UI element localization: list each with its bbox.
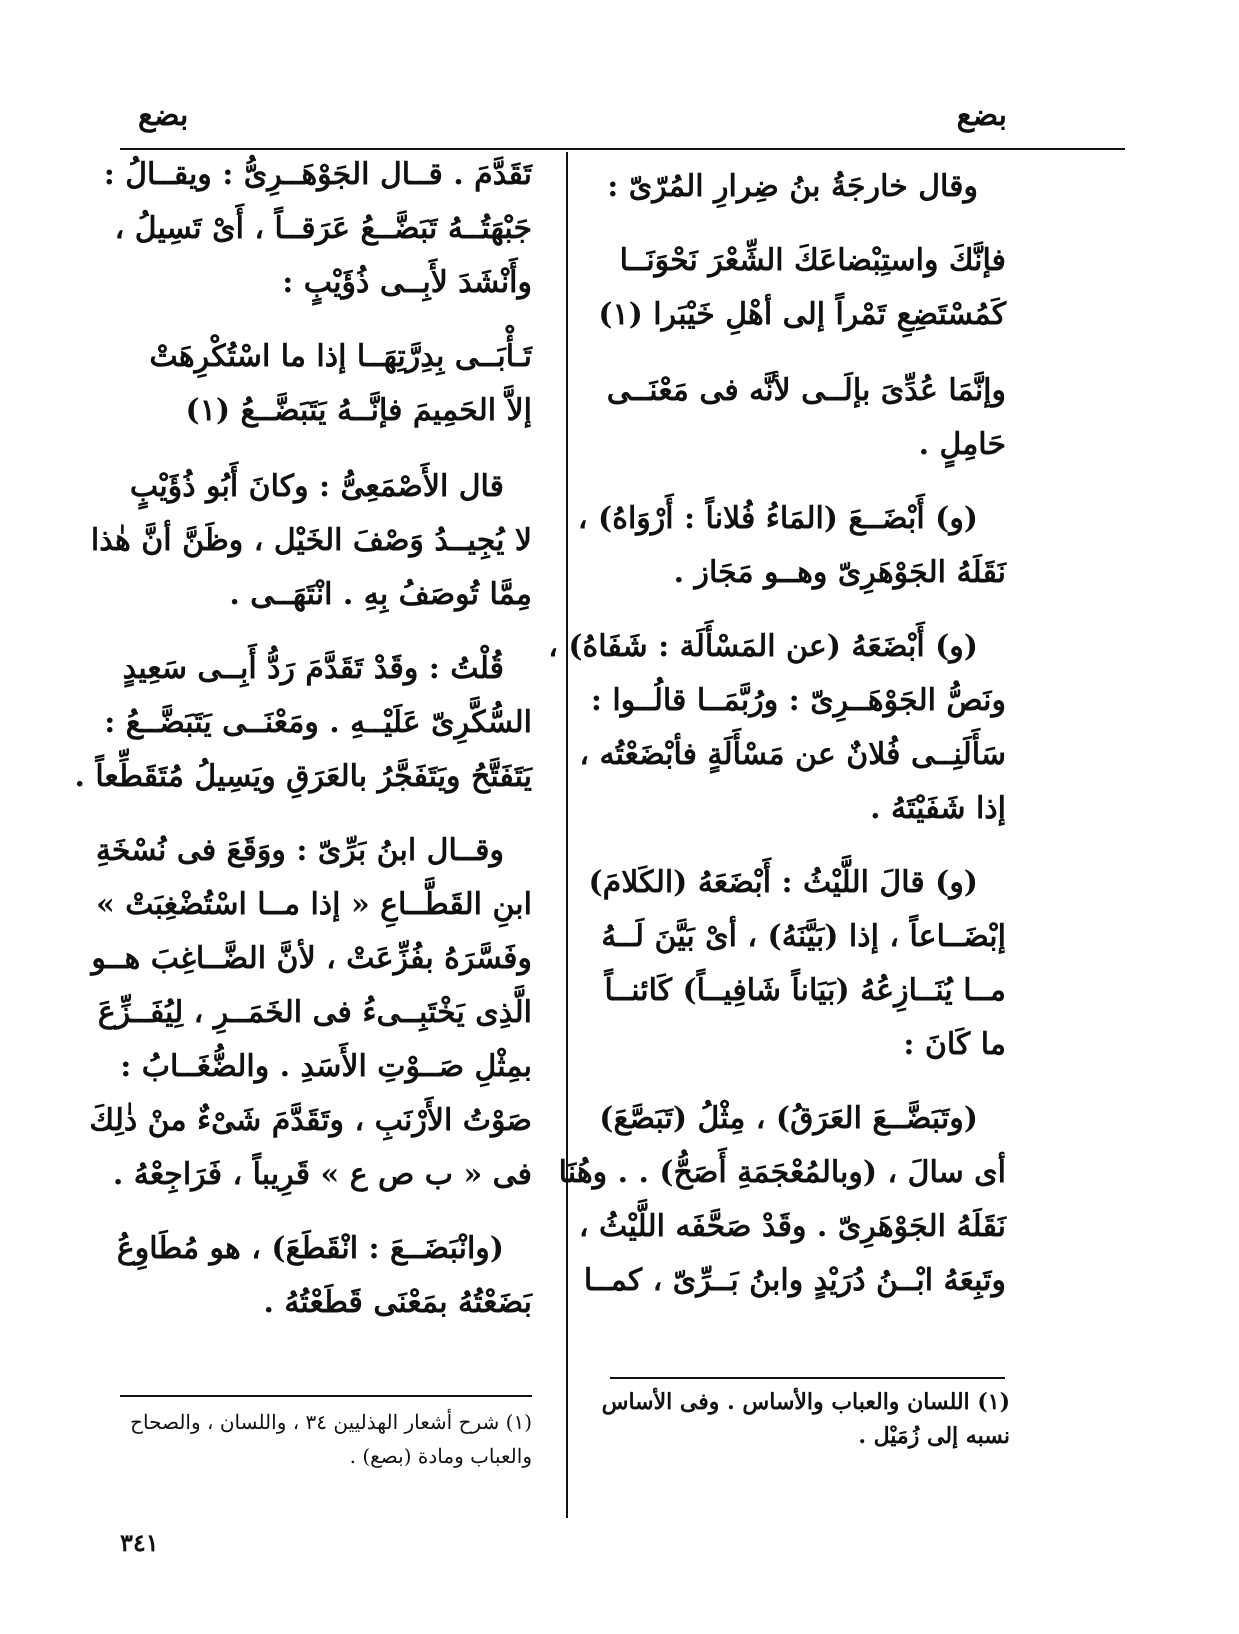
text-line: نَقَلَهُ الجَوْهَرِىّ . وقَدْ صَحَّفَه اللَّيْثُ ، xyxy=(578,1209,1006,1244)
text-line: ابنِ القَطَّــاعِ « إذا مــا اسْتُضْغِبَتْ » xyxy=(96,887,532,922)
text-line: مِمَّا تُوصَفُ بِهِ . انْتَهَــى . xyxy=(229,577,532,612)
text-line: وقال خارجَةُ بنُ ضِرارِ المُرّىّ : xyxy=(607,169,978,204)
footnote-line: (١) اللسان والعباب والأساس . وفى الأساس xyxy=(601,1389,1010,1415)
paragraph xyxy=(89,824,532,1202)
text-line: (و) أَبْضَــعَ (المَاءُ فُلاناً : أَرْوَاهُ) ، xyxy=(577,501,978,536)
text-line: تَقَدَّمَ . قــال الجَوْهَــرِىُّ : ويقــالُ : xyxy=(103,157,532,192)
running-head-right: بضع xyxy=(956,98,1007,133)
footnote-line: والعباب ومادة (بصع) . xyxy=(349,1444,532,1468)
verse xyxy=(598,234,1006,342)
text-line: (وانْبَضَــعَ : انْقَطَعَ) ، هو مُطَاوِعُ xyxy=(116,1231,504,1266)
running-head-left: بضع xyxy=(138,98,189,133)
text-line: أى سالَ ، (وبالمُعْجَمَةِ أَصَحُّ) . . وهُنَا xyxy=(558,1155,1006,1190)
text-line: يَتَفَتَّحُ ويَتَفَجَّرُ بالعَرَقِ ويَسِيلُ مُتَقَطِّعاً . xyxy=(74,759,532,794)
text-line: سَأَلَنِــى فُلانٌ عن مَسْأَلَةٍ فأبْضَعْتُه ، xyxy=(579,737,1006,772)
text-line: قُلْتُ : وقَدْ تَقَدَّمَ رَدُّ أَبِــى سَعِيدٍ xyxy=(122,651,504,686)
footnote-line: (١) شرح أشعار الهذليين ٣٤ ، واللسان ، والصحاح xyxy=(130,1410,532,1434)
text-line: بمِثْلِ صَــوْتِ الأَسَدِ . والضُّغَــابُ : xyxy=(120,1049,532,1084)
footnote-right xyxy=(601,1385,1010,1453)
text-line: بَضَعْتُهُ بمَعْنَى قَطَعْتُهُ . xyxy=(263,1285,532,1320)
paragraph xyxy=(74,642,532,804)
text-line: (و) قالَ اللَّيْثُ : أَبْضَعَهُ (الكَلامَ) xyxy=(588,865,978,900)
paragraph xyxy=(588,856,1006,1072)
footnote-rule-left xyxy=(120,1395,532,1397)
footnote-left xyxy=(120,1405,532,1473)
verse xyxy=(120,330,532,438)
text-line: فى « ب ص ع » قَرِيباً ، فَرَاجِعْهُ . xyxy=(112,1157,532,1192)
left-column xyxy=(74,148,532,1350)
paragraph xyxy=(577,492,1006,600)
paragraph xyxy=(90,460,532,622)
paragraph xyxy=(548,620,1006,836)
paragraph xyxy=(103,148,532,310)
verse-line: تَـأْبَــى بِدِرَّتِهَــا إذا ما اسْتُكْرِهَتْ xyxy=(149,339,532,374)
text-line: وأَنْشَدَ لأَبِــى ذُؤَيْبٍ : xyxy=(282,265,532,300)
text-line: وإنَّمَا عُدِّىَ بإلَــى لأنَّه فى مَعْنَــى xyxy=(606,373,1006,408)
footnote-rule-right xyxy=(610,1377,1005,1379)
text-line: ونَصُّ الجَوْهَــرِىّ : ورُبَّمَــا قالُــوا : xyxy=(590,683,1006,718)
text-line: حَامِلٍ . xyxy=(918,427,1006,462)
text-line: الَّذِى يَخْتَبِــىءُ فى الخَمَــرِ ، لِيُفَــزِّعَ xyxy=(97,995,532,1030)
verse-line: كَمُسْتَضِعِ تَمْراً إلى أهْلِ خَيْبَرا (١) xyxy=(598,297,1006,332)
paragraph xyxy=(608,160,1006,214)
text-line: مــا يُنَــازِعُهُ (بَيَاناً شَافِيــاً) كَائنــاً xyxy=(604,973,1006,1008)
text-line: لا يُجِيــدُ وَصْفَ الخَيْل ، وظَنَّ أنَّ هٰذا xyxy=(90,523,532,558)
paragraph xyxy=(116,1222,532,1330)
text-line: جَبْهَتُــهُ تَبَضَّــعُ عَرَقــاً ، أَىْ تَسِيلُ ، xyxy=(114,211,532,246)
text-line: (و) أَبْضَعَهُ (عن المَسْأَلَة : شَفَاهُ) ، xyxy=(548,629,978,664)
column-divider xyxy=(566,152,568,1518)
text-line: السُّكَّرِىّ عَلَيْــهِ . ومَعْنَــى يَتَبَضَّــعُ : xyxy=(104,705,532,740)
text-line: (وتَبَضَّــعَ العَرَقُ) ، مِثْلُ (تَبَصَّعَ) xyxy=(599,1101,978,1136)
verse-line: إلاَّ الحَمِيمَ فإنَّــهُ يَتَبَضَّــعُ (١) xyxy=(185,393,532,428)
text-line: وقــال ابنُ بَرِّىّ : ووَقَعَ فى نُسْخَةِ xyxy=(95,833,504,868)
page-number: ٣٤١ xyxy=(120,1528,159,1557)
text-line: قال الأَصْمَعِىُّ : وكانَ أَبُو ذُؤَيْبٍ xyxy=(129,469,504,504)
text-line: وتَبِعَهُ ابْــنُ دُرَيْدٍ وابنُ بَــرِّىّ ، كمــا xyxy=(583,1263,1006,1298)
verse-line: فإنَّكَ واستِبْضاعَكَ الشِّعْرَ نَحْوَنَــا xyxy=(619,243,1006,278)
paragraph xyxy=(558,1092,1006,1308)
text-line: نَقَلَهُ الجَوْهَرِىّ وهــو مَجَاز . xyxy=(673,555,1006,590)
text-line: صَوْتُ الأَرْنَبِ ، وتَقَدَّمَ شَىْءٌ منْ ذٰلِكَ xyxy=(89,1103,532,1138)
paragraph xyxy=(608,364,1006,472)
text-line: ما كَانَ : xyxy=(903,1027,1006,1062)
text-line: وفَسَّرَهُ بفُزِّعَتْ ، لأنَّ الضَّــاغِبَ هــو xyxy=(91,941,532,976)
text-line: إذا شَفَيْتَهُ . xyxy=(870,791,1006,826)
text-line: إبْضَــاعاً ، إذا (بَيَّنَهُ) ، أىْ بَيَّنَ لَــهُ xyxy=(601,919,1006,954)
footnote-line: نسبه إلى زُمَيْل . xyxy=(858,1423,1010,1449)
right-column xyxy=(548,160,1006,1328)
